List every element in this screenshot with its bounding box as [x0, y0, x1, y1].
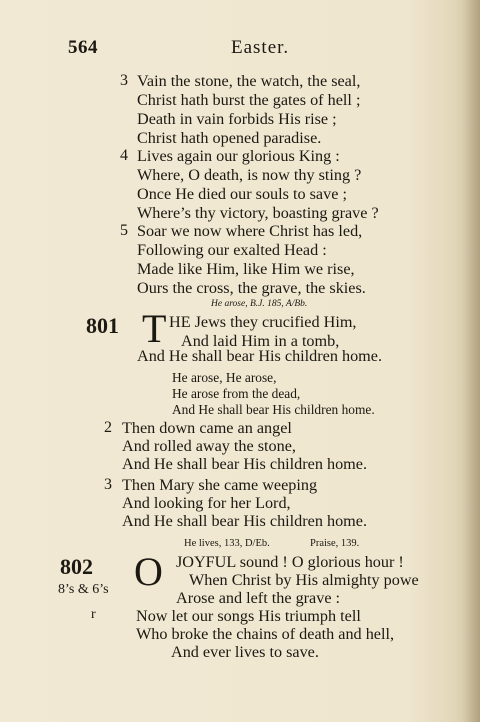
verse-line: Then down came an angel	[122, 419, 292, 437]
drop-cap: T	[142, 306, 167, 351]
verse-line: Where, O death, is now thy sting ?	[137, 166, 362, 184]
verse-number: 3	[104, 476, 112, 493]
verse-line: Made like Him, like Him we rise,	[137, 260, 355, 278]
praise-reference: Praise, 139.	[310, 538, 360, 549]
page-edge-shadow	[462, 0, 480, 722]
verse-line: When Christ by His almighty powe	[189, 571, 419, 589]
verse-line: Where’s thy victory, boasting grave ?	[137, 204, 379, 222]
verse-line: Vain the stone, the watch, the seal,	[137, 72, 361, 90]
verse-number: 3	[120, 72, 128, 89]
chorus-line: He arose from the dead,	[172, 386, 301, 401]
verse-line: And looking for her Lord,	[122, 494, 291, 512]
chorus-line: And He shall bear His children home.	[172, 402, 375, 417]
verse-line: Christ hath opened paradise.	[137, 129, 322, 147]
verse-line: And He shall bear His children home.	[137, 347, 382, 365]
verse-line: And laid Him in a tomb,	[181, 332, 340, 350]
verse-line: Lives again our glorious King :	[137, 147, 340, 165]
verse-line: Once He died our souls to save ;	[137, 185, 347, 203]
verse-line: Death in vain forbids His rise ;	[137, 110, 337, 128]
meter: 8’s & 6’s	[58, 582, 109, 597]
verse-line: Who broke the chains of death and hell,	[136, 625, 395, 643]
hymn-number: 802	[60, 554, 93, 579]
verse-line: HE Jews they crucified Him,	[169, 313, 357, 331]
verse-line: Soar we now where Christ has led,	[137, 222, 363, 240]
verse-number: 2	[104, 419, 112, 436]
tune-reference: He arose, B.J. 185, A/Bb.	[211, 299, 308, 309]
verse-line: Following our exalted Head :	[137, 241, 327, 259]
verse-line: Now let our songs His triumph tell	[136, 607, 361, 625]
verse-line: And He shall bear His children home.	[122, 455, 367, 473]
verse-line: And He shall bear His children home.	[122, 512, 367, 530]
verse-line: Arose and left the grave :	[176, 589, 341, 607]
margin-mark: r	[91, 607, 96, 622]
verse-line: And ever lives to save.	[171, 643, 319, 661]
verse-number: 4	[120, 147, 128, 164]
verse-line: Christ hath burst the gates of hell ;	[137, 91, 361, 109]
tune-reference: He lives, 133, D/Eb.	[184, 538, 270, 549]
chorus-line: He arose, He arose,	[172, 370, 277, 385]
drop-cap: O	[134, 549, 163, 594]
verse-line: Ours the cross, the grave, the skies.	[137, 279, 366, 297]
verse-line: Then Mary she came weeping	[122, 476, 318, 494]
verse-number: 5	[120, 222, 128, 239]
verse-line: JOYFUL sound ! O glorious hour !	[176, 553, 404, 571]
page-number: 564	[68, 37, 98, 58]
page-title: Easter.	[231, 37, 290, 58]
verse-line: And rolled away the stone,	[122, 437, 296, 455]
hymn-number: 801	[86, 313, 119, 338]
